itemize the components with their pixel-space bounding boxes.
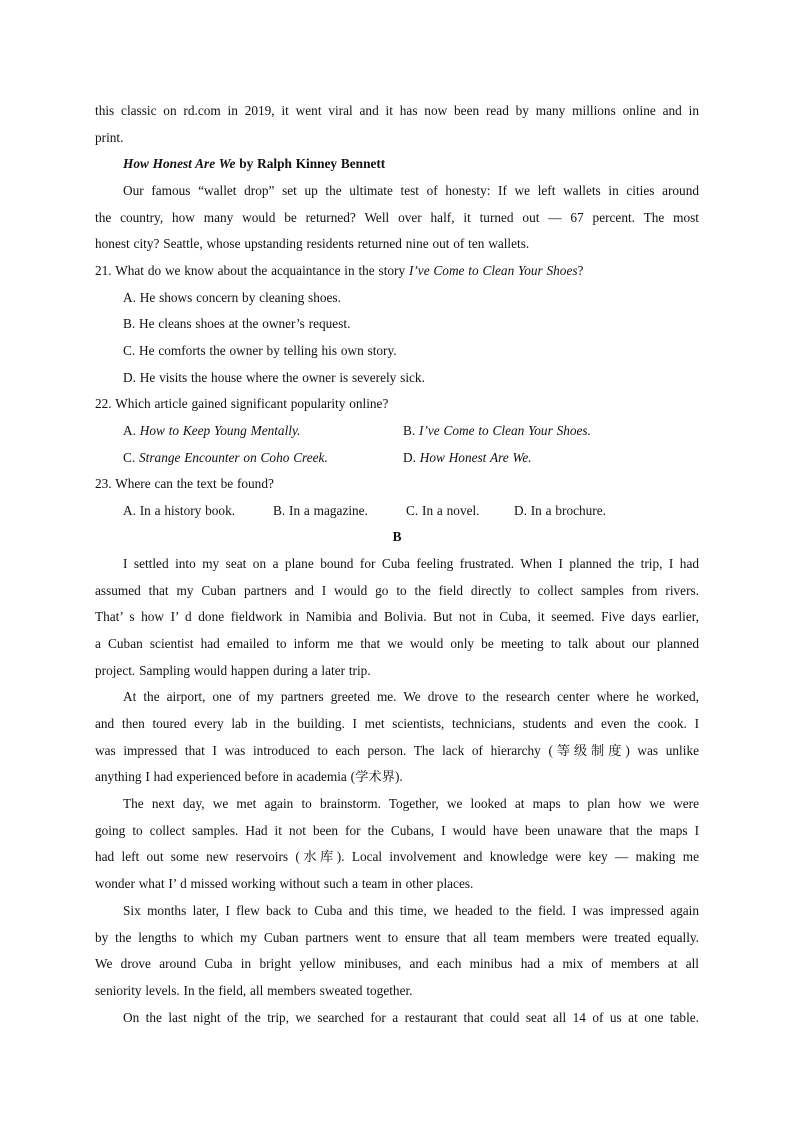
option-title: I’ve Come to Clean Your Shoes. [419, 423, 591, 438]
question-22-stem: 22. Which article gained significant popularity online? [95, 396, 389, 411]
passage-b-line: going to collect samples. Had it not been for the Cubans, I would have been unaware that the maps I [95, 823, 699, 838]
passage-a-line: this classic on rd.com in 2019, it went viral and it has now been read by many millions online and in [95, 103, 699, 118]
passage-b-line: At the airport, one of my partners greeted me. We drove to the research center where he worked, [123, 689, 699, 704]
passage-b-line: We drove around Cuba in bright yellow minibuses, and each minibus had a mix of members at all [95, 956, 699, 971]
question-23-stem: 23. Where can the text be found? [95, 476, 274, 491]
passage-b-line: anything I had experienced before in academia (学术界). [95, 769, 403, 784]
passage-b-line: assumed that my Cuban partners and I would go to the field directly to collect samples from rivers. [95, 583, 699, 598]
question-23-options [123, 501, 699, 521]
question-21-option-c: C. He comforts the owner by telling his own story. [123, 343, 397, 358]
article-heading [123, 154, 699, 174]
option-letter: D. [403, 450, 420, 465]
passage-b-line: On the last night of the trip, we searched for a restaurant that could seat all 14 of us at one table. [123, 1010, 699, 1025]
question-23-option-a: A. In a history book. [123, 503, 236, 518]
passage-b-line: by the lengths to which my Cuban partners went to ensure that all team members were treated equally. [95, 930, 699, 945]
passage-b-line: That’ s how I’ d done fieldwork in Namibia and Bolivia. But not in Cuba, it seemed. Five days earlier, [95, 609, 699, 624]
question-23-option-b: B. In a magazine. [273, 503, 368, 518]
article-byline: by Ralph Kinney Bennett [235, 156, 386, 171]
question-23-option-c: C. In a novel. [406, 503, 480, 518]
question-22-option-d [403, 448, 794, 468]
passage-b-line: project. Sampling would happen during a later trip. [95, 663, 371, 678]
passage-b-line: Six months later, I flew back to Cuba and this time, we headed to the field. I was impressed again [123, 903, 699, 918]
question-stem-text: 21. What do we know about the acquaintance in the story [95, 263, 409, 278]
option-title: Strange Encounter on Coho Creek. [139, 450, 328, 465]
question-stem-title: I’ve Come to Clean Your Shoes [408, 263, 578, 278]
passage-b-line: wonder what I’ d missed working without such a team in other places. [95, 876, 474, 891]
passage-a-line: Our famous “wallet drop” set up the ultimate test of honesty: If we left wallets in cities around [123, 183, 699, 198]
passage-b-line: had left out some new reservoirs (水库). Local involvement and knowledge were key — making me [95, 849, 699, 864]
question-stem-end: ? [577, 263, 584, 278]
passage-b-line: I settled into my seat on a plane bound for Cuba feeling frustrated. When I planned the trip, I had [123, 556, 699, 571]
section-heading: B [392, 529, 402, 544]
passage-b-line: and then toured every lab in the building. I met scientists, technicians, students and even the cook. I [95, 716, 699, 731]
article-title: How Honest Are We [123, 156, 236, 171]
question-21-option-b: B. He cleans shoes at the owner’s request. [123, 316, 351, 331]
passage-a-line: the country, how many would be returned? Well over half, it turned out — 67 percent. The most [95, 210, 699, 225]
option-letter: B. [403, 423, 420, 438]
option-title: How to Keep Young Mentally. [139, 423, 301, 438]
option-letter: A. [123, 423, 140, 438]
option-letter: C. [123, 450, 140, 465]
passage-b-line: The next day, we met again to brainstorm. Together, we looked at maps to plan how we were [123, 796, 699, 811]
question-23-option-d: D. In a brochure. [514, 503, 606, 518]
question-21-option-d: D. He visits the house where the owner is severely sick. [123, 370, 425, 385]
question-21-option-a: A. He shows concern by cleaning shoes. [123, 290, 341, 305]
passage-b-line: a Cuban scientist had emailed to inform me that we would only be meeting to talk about our planned [95, 636, 699, 651]
option-title: How Honest Are We. [419, 450, 532, 465]
passage-b-line: was impressed that I was introduced to each person. The lack of hierarchy (等级制度) was unlike [95, 743, 699, 758]
passage-a-line: print. [95, 130, 124, 145]
question-21-stem [95, 261, 699, 281]
passage-b-line: seniority levels. In the field, all members sweated together. [95, 983, 413, 998]
question-22-option-b [403, 421, 794, 441]
passage-a-line: honest city? Seattle, whose upstanding residents returned nine out of ten wallets. [95, 236, 530, 251]
